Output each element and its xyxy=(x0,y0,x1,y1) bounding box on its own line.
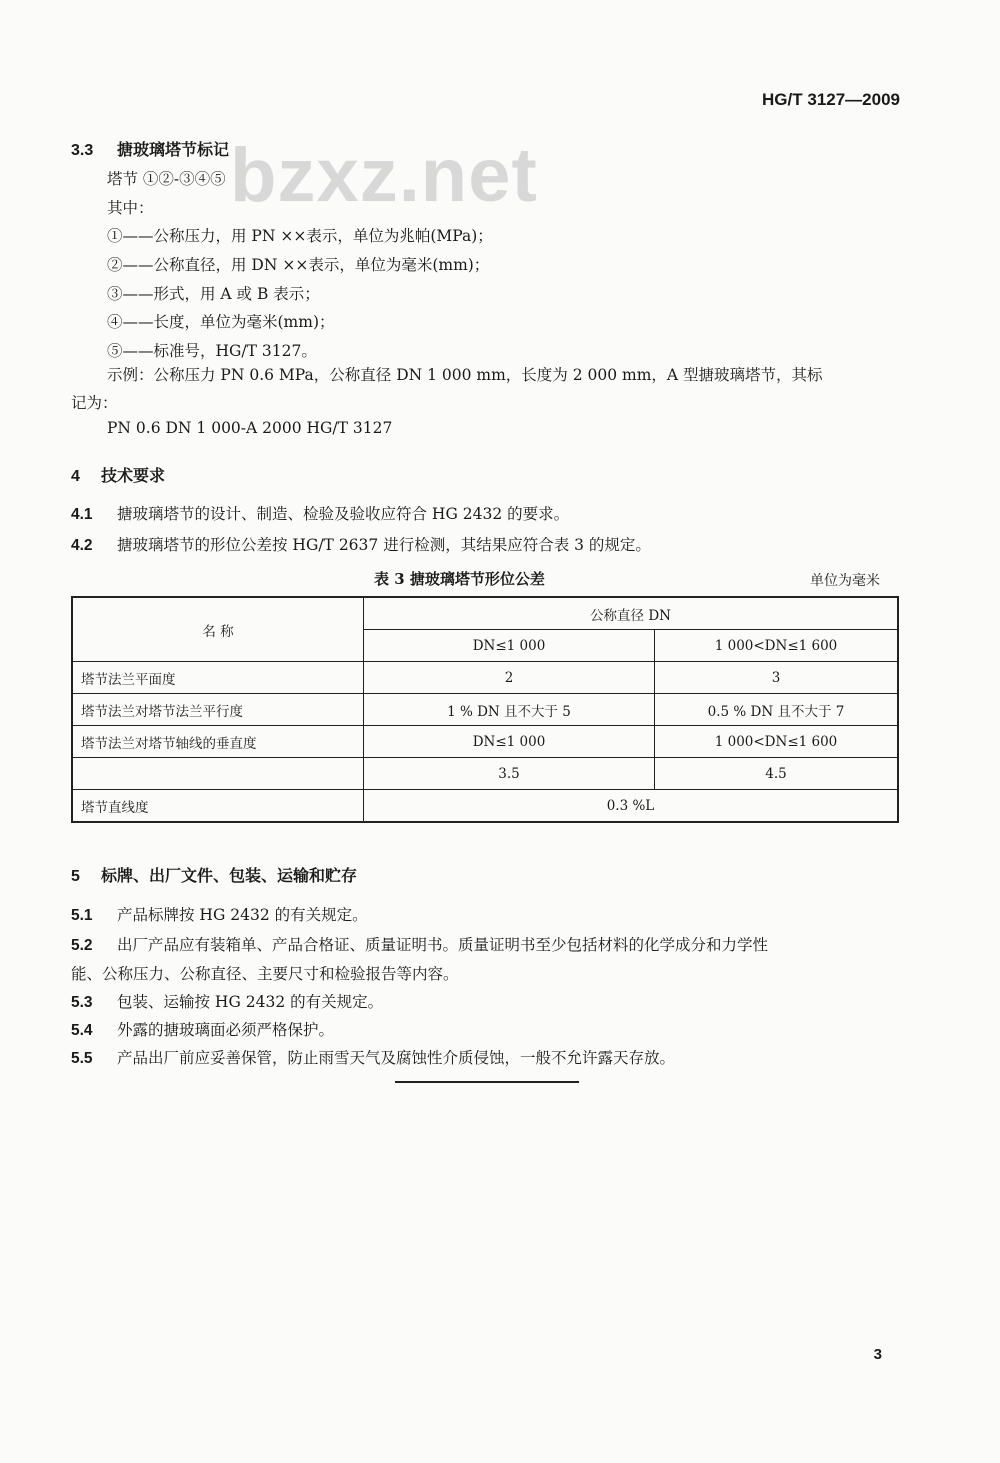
table-row xyxy=(72,758,898,790)
clause-number: 5.5 xyxy=(71,1050,93,1067)
clause-text: 产品标牌按 HG 2432 的有关规定。 xyxy=(117,906,368,924)
section-number: 3.3 xyxy=(71,142,94,159)
mark-item: ①——公称压力，用 PN ××表示，单位为兆帕(MPa)； xyxy=(107,227,493,245)
table-unit: 单位为毫米 xyxy=(810,573,880,589)
clause-5-2 xyxy=(71,933,768,955)
row-value-cell: 0.5 % DN 且不大于 7 xyxy=(655,694,899,726)
header-dn1-cell: DN≤1 000 xyxy=(364,630,655,662)
clause-5-1 xyxy=(71,903,368,925)
row-name-cell: 塔节法兰对塔节轴线的垂直度 xyxy=(72,726,364,758)
example-text-cont: 记为： xyxy=(71,394,118,412)
table-row xyxy=(72,726,898,758)
section-4-heading xyxy=(71,463,165,486)
row-value-cell: 1 % DN 且不大于 5 xyxy=(364,694,655,726)
page-number: 3 xyxy=(873,1346,882,1363)
clause-5-3 xyxy=(71,990,383,1012)
where-label: 其中： xyxy=(107,199,154,217)
mark-format: 塔节 ①②-③④⑤ xyxy=(107,170,226,188)
section-number: 5 xyxy=(71,868,80,885)
clause-number: 4.1 xyxy=(71,506,93,523)
clause-number: 5.3 xyxy=(71,994,93,1011)
clause-number: 5.1 xyxy=(71,907,93,924)
header-dn2-cell: 1 000<DN≤1 600 xyxy=(655,630,899,662)
clause-number: 5.2 xyxy=(71,937,93,954)
header-dn-cell: 公称直径 DN xyxy=(364,597,899,630)
section-number: 4 xyxy=(71,468,80,485)
row-value-cell: 3.5 xyxy=(364,758,655,790)
end-rule xyxy=(395,1081,579,1083)
section-3-3-heading xyxy=(71,137,229,160)
row-value-cell: 2 xyxy=(364,662,655,694)
section-title: 技术要求 xyxy=(101,466,166,485)
section-title: 搪玻璃塔节标记 xyxy=(117,140,230,159)
clause-5-2-cont: 能、公称压力、公称直径、主要尺寸和检验报告等内容。 xyxy=(71,965,459,983)
watermark: bzxz.net xyxy=(230,133,538,218)
table-row xyxy=(72,662,898,694)
tolerance-table xyxy=(71,596,899,823)
document-code: HG/T 3127—2009 xyxy=(762,90,900,109)
row-value-cell: DN≤1 000 xyxy=(364,726,655,758)
row-name-cell: 塔节法兰平面度 xyxy=(72,662,364,694)
clause-4-1 xyxy=(71,502,569,524)
clause-text: 搪玻璃塔节的形位公差按 HG/T 2637 进行检测，其结果应符合表 3 的规定。 xyxy=(117,536,651,554)
mark-item: ②——公称直径，用 DN ××表示，单位为毫米(mm)； xyxy=(107,256,490,274)
table-row xyxy=(72,597,898,630)
clause-number: 5.4 xyxy=(71,1022,93,1039)
clause-text: 搪玻璃塔节的设计、制造、检验及验收应符合 HG 2432 的要求。 xyxy=(117,505,570,523)
example-text: 示例：公称压力 PN 0.6 MPa，公称直径 DN 1 000 mm，长度为 2 000 mm，A 型搪玻璃塔节，其标 xyxy=(107,366,823,384)
clause-text: 产品出厂前应妥善保管，防止雨雪天气及腐蚀性介质侵蚀，一般不允许露天存放。 xyxy=(117,1049,676,1067)
row-name-cell xyxy=(72,758,364,790)
section-5-heading xyxy=(71,863,357,886)
table-caption: 表 3 搪玻璃塔节形位公差 xyxy=(374,570,545,588)
clause-text: 外露的搪玻璃面必须严格保护。 xyxy=(117,1021,335,1039)
example-code: PN 0.6 DN 1 000-A 2000 HG/T 3127 xyxy=(107,419,393,437)
row-name-cell: 塔节直线度 xyxy=(72,790,364,823)
clause-5-5 xyxy=(71,1046,675,1068)
row-name-cell: 塔节法兰对塔节法兰平行度 xyxy=(72,694,364,726)
row-value-cell: 4.5 xyxy=(655,758,899,790)
row-value-cell: 3 xyxy=(655,662,899,694)
mark-item: ⑤——标准号，HG/T 3127。 xyxy=(107,342,317,360)
section-title: 标牌、出厂文件、包装、运输和贮存 xyxy=(101,866,358,885)
clause-5-4 xyxy=(71,1018,334,1040)
clause-4-2 xyxy=(71,533,651,555)
mark-item: ③——形式，用 A 或 B 表示； xyxy=(107,285,320,303)
table-row xyxy=(72,694,898,726)
table-row xyxy=(72,790,898,823)
row-value-cell: 1 000<DN≤1 600 xyxy=(655,726,899,758)
header-name-cell: 名 称 xyxy=(72,597,364,662)
row-value-cell: 0.3 %L xyxy=(364,790,899,823)
mark-item: ④——长度，单位为毫米(mm)； xyxy=(107,313,335,331)
clause-text: 出厂产品应有装箱单、产品合格证、质量证明书。质量证明书至少包括材料的化学成分和力学性 xyxy=(117,936,769,954)
clause-text: 包装、运输按 HG 2432 的有关规定。 xyxy=(117,993,384,1011)
clause-number: 4.2 xyxy=(71,537,93,554)
